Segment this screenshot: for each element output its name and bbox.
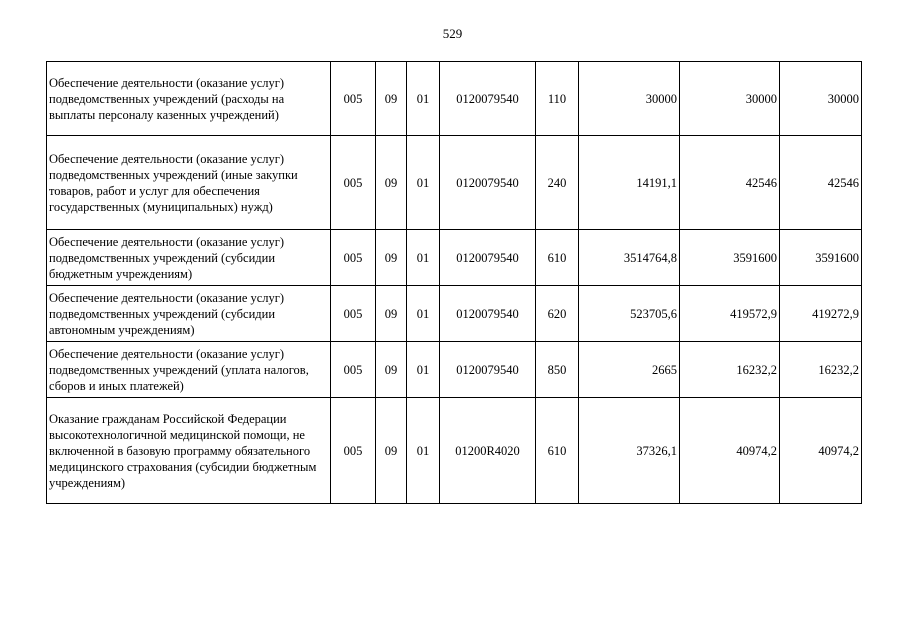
row-section-code: 09 xyxy=(376,62,407,136)
row-year1-amount: 523705,6 xyxy=(579,286,680,342)
row-target-code: 01200R4020 xyxy=(440,398,536,504)
row-year1-amount: 14191,1 xyxy=(579,136,680,230)
row-expense-type: 620 xyxy=(536,286,579,342)
row-description: Обеспечение деятельности (оказание услуг) подведомственных учреждений (субсидии бюджетным учреждениям) xyxy=(47,230,331,286)
row-year3-amount: 40974,2 xyxy=(780,398,862,504)
table-row xyxy=(47,230,862,286)
row-admin-code: 005 xyxy=(331,230,376,286)
row-target-code: 0120079540 xyxy=(440,230,536,286)
row-subsection-code: 01 xyxy=(407,342,440,398)
budget-table xyxy=(46,61,862,504)
row-year1-amount: 30000 xyxy=(579,62,680,136)
row-description: Оказание гражданам Российской Федерации высокотехнологичной медицинской помощи, не включенной в базовую программу обязательного медицинского страхования (субсидии бюджетным учреждениям) xyxy=(47,398,331,504)
row-subsection-code: 01 xyxy=(407,62,440,136)
row-description: Обеспечение деятельности (оказание услуг) подведомственных учреждений (субсидии автономным учреждениям) xyxy=(47,286,331,342)
row-subsection-code: 01 xyxy=(407,398,440,504)
row-description: Обеспечение деятельности (оказание услуг) подведомственных учреждений (иные закупки товаров, работ и услуг для обеспечения государственных (муниципальных) нужд) xyxy=(47,136,331,230)
page-number: 529 xyxy=(442,26,463,41)
row-year2-amount: 42546 xyxy=(680,136,780,230)
row-year3-amount: 30000 xyxy=(780,62,862,136)
row-admin-code: 005 xyxy=(331,286,376,342)
row-year2-amount: 30000 xyxy=(680,62,780,136)
row-expense-type: 610 xyxy=(536,398,579,504)
row-year2-amount: 419572,9 xyxy=(680,286,780,342)
row-description: Обеспечение деятельности (оказание услуг) подведомственных учреждений (расходы на выплаты персоналу казенных учреждений) xyxy=(47,62,331,136)
row-expense-type: 850 xyxy=(536,342,579,398)
row-year1-amount: 3514764,8 xyxy=(579,230,680,286)
row-subsection-code: 01 xyxy=(407,136,440,230)
row-expense-type: 610 xyxy=(536,230,579,286)
row-subsection-code: 01 xyxy=(407,230,440,286)
row-admin-code: 005 xyxy=(331,62,376,136)
row-section-code: 09 xyxy=(376,398,407,504)
row-year2-amount: 40974,2 xyxy=(680,398,780,504)
row-year2-amount: 16232,2 xyxy=(680,342,780,398)
row-year3-amount: 419272,9 xyxy=(780,286,862,342)
row-admin-code: 005 xyxy=(331,136,376,230)
row-year2-amount: 3591600 xyxy=(680,230,780,286)
row-year1-amount: 37326,1 xyxy=(579,398,680,504)
row-subsection-code: 01 xyxy=(407,286,440,342)
row-expense-type: 110 xyxy=(536,62,579,136)
row-target-code: 0120079540 xyxy=(440,62,536,136)
row-year1-amount: 2665 xyxy=(579,342,680,398)
row-target-code: 0120079540 xyxy=(440,136,536,230)
row-year3-amount: 42546 xyxy=(780,136,862,230)
table-row xyxy=(47,136,862,230)
row-target-code: 0120079540 xyxy=(440,342,536,398)
row-section-code: 09 xyxy=(376,136,407,230)
row-target-code: 0120079540 xyxy=(440,286,536,342)
row-admin-code: 005 xyxy=(331,342,376,398)
row-year3-amount: 16232,2 xyxy=(780,342,862,398)
row-section-code: 09 xyxy=(376,230,407,286)
table-row xyxy=(47,62,862,136)
table-row xyxy=(47,286,862,342)
row-description: Обеспечение деятельности (оказание услуг) подведомственных учреждений (уплата налогов, сборов и иных платежей) xyxy=(47,342,331,398)
row-year3-amount: 3591600 xyxy=(780,230,862,286)
table-row xyxy=(47,398,862,504)
row-section-code: 09 xyxy=(376,342,407,398)
table-row xyxy=(47,342,862,398)
row-admin-code: 005 xyxy=(331,398,376,504)
row-expense-type: 240 xyxy=(536,136,579,230)
row-section-code: 09 xyxy=(376,286,407,342)
